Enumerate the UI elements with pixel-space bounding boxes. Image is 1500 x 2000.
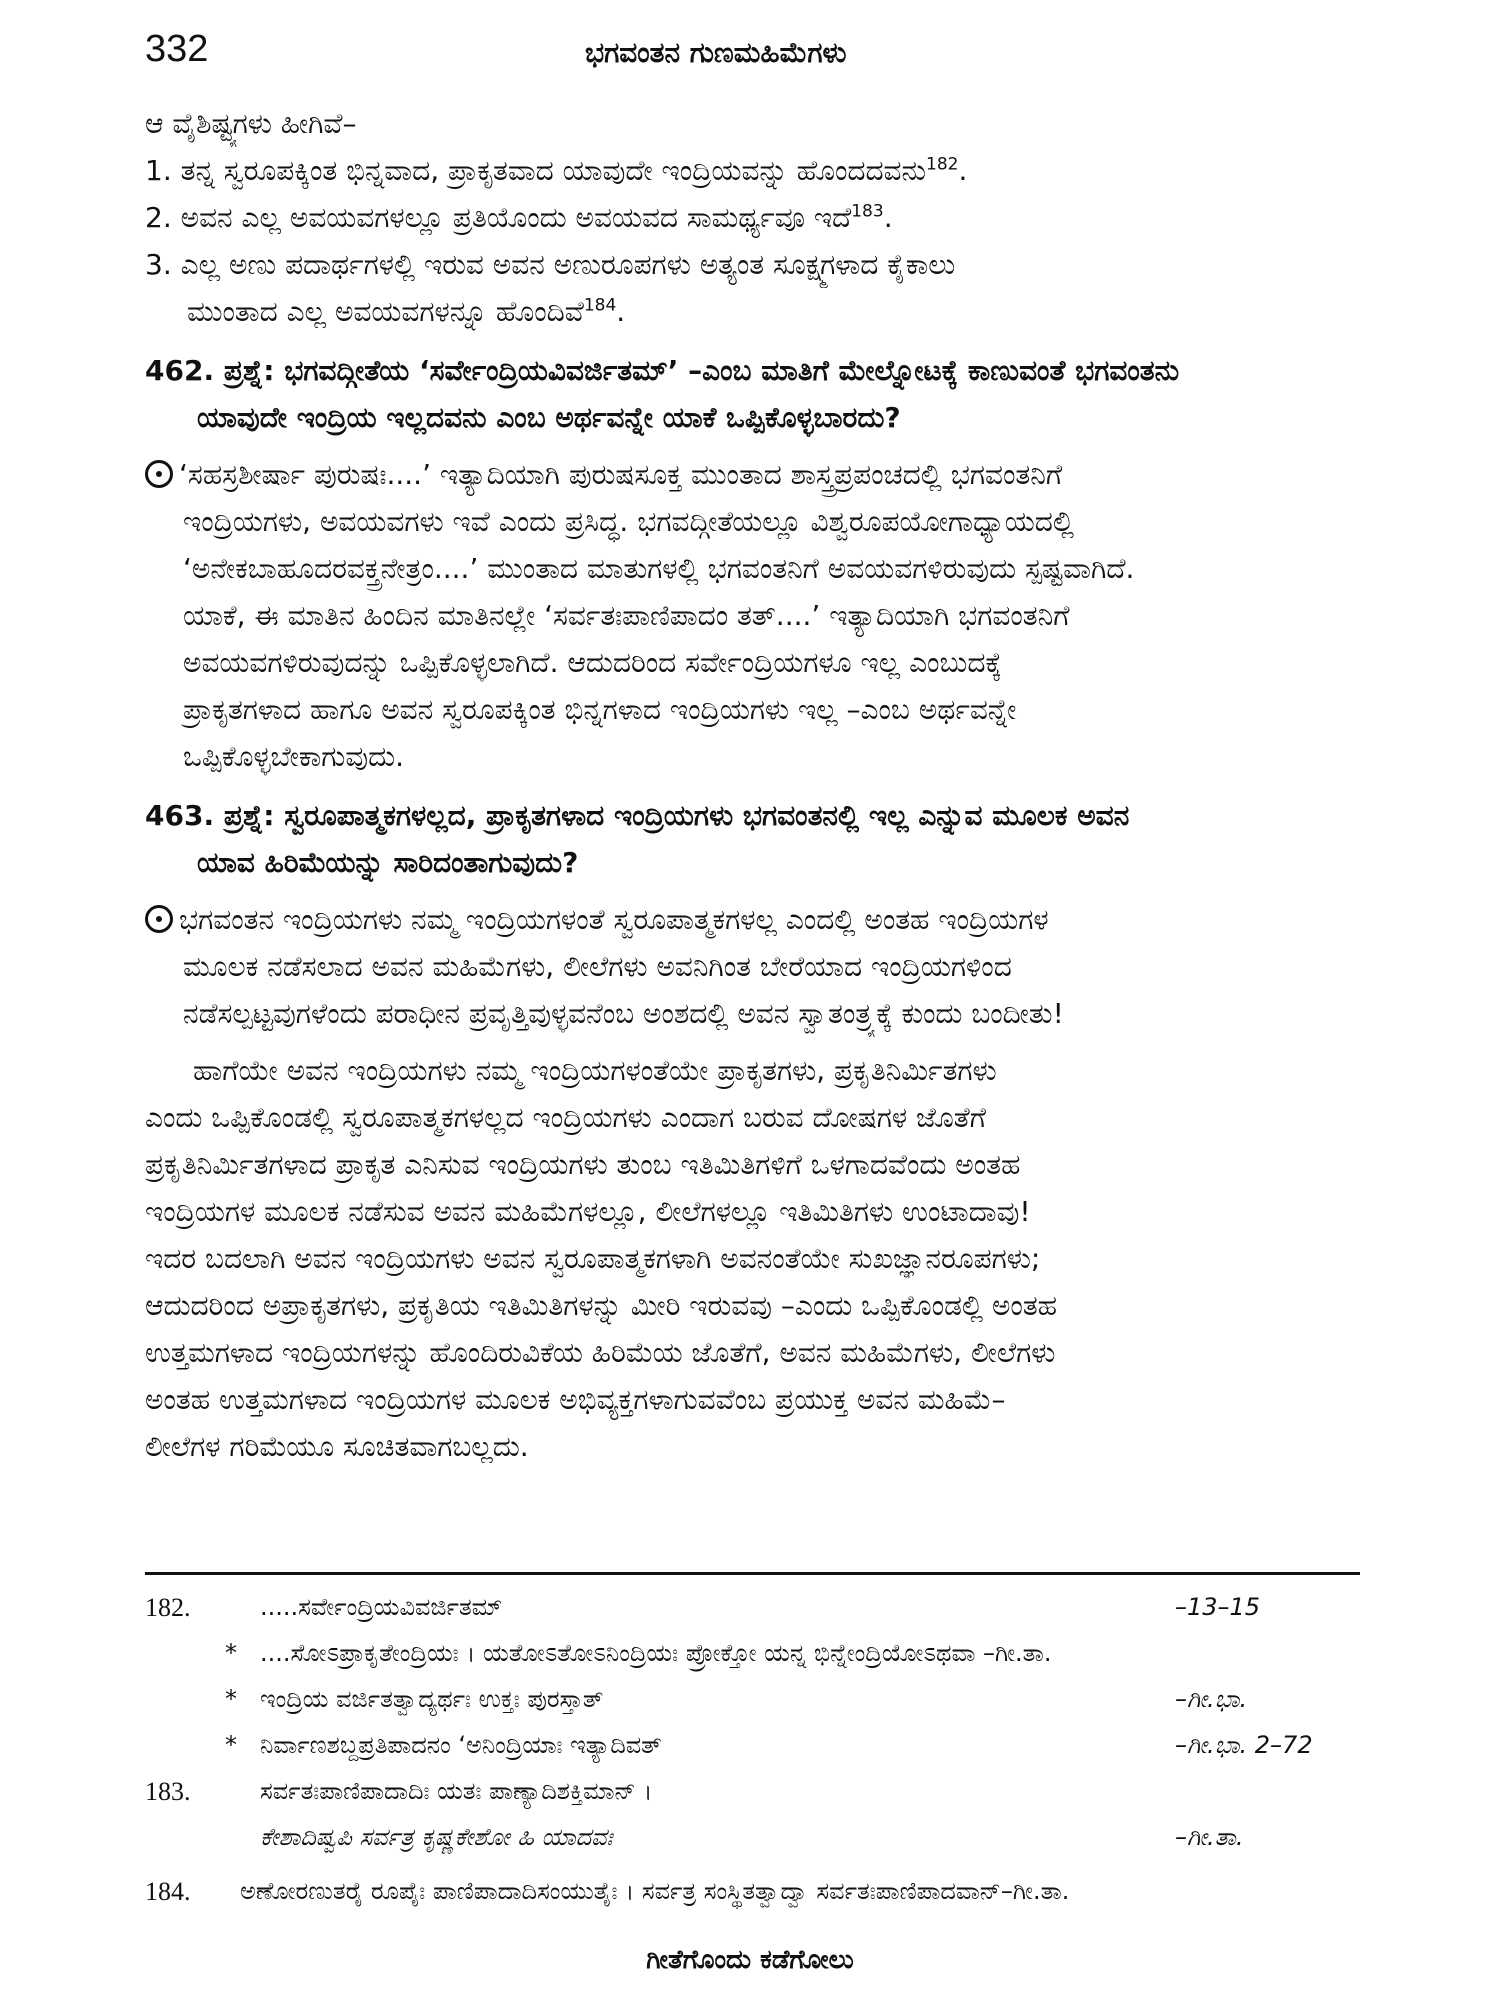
item-end: . bbox=[616, 295, 626, 328]
answer-bullet-icon bbox=[145, 460, 173, 488]
footnote-divider bbox=[145, 1572, 1360, 1575]
item-number: 3. bbox=[145, 248, 172, 281]
paragraph-line: ಎಂದು ಒಪ್ಪಿಕೊಂಡಲ್ಲಿ ಸ್ವರೂಪಾತ್ಮಕಗಳಲ್ಲದ ಇಂದ್ರಿಯಗಳು ಎಂದಾಗ ಬರುವ ದೋಷಗಳ ಜೊತೆಗೆ bbox=[145, 1101, 987, 1134]
answer-line: ಒಪ್ಪಿಕೊಳ್ಳಬೇಕಾಗುವುದು. bbox=[183, 740, 405, 773]
footnote-source: –13–15 bbox=[1175, 1593, 1261, 1621]
answer-line: ಪ್ರಾಕೃತಗಳಾದ ಹಾಗೂ ಅವನ ಸ್ವರೂಪಕ್ಕಿಂತ ಭಿನ್ನಗಳಾದ ಇಂದ್ರಿಯಗಳು ಇಲ್ಲ –ಎಂಬ ಅರ್ಥವನ್ನೇ bbox=[183, 693, 1017, 726]
page-number: 332 bbox=[145, 28, 209, 70]
answer-line: ಯಾಕೆ, ಈ ಮಾತಿನ ಹಿಂದಿನ ಮಾತಿನಲ್ಲೇ ‘ಸರ್ವತಃಪಾಣಿಪಾದಂ ತತ್....’ ಇತ್ಯಾದಿಯಾಗಿ ಭಗವಂತನಿಗೆ bbox=[183, 599, 1070, 632]
footnote-number: 184. bbox=[145, 1877, 191, 1906]
intro-line: ಆ ವೈಶಿಷ್ಟ್ಯಗಳು ಹೀಗಿವೆ– bbox=[145, 107, 357, 140]
list-item bbox=[145, 147, 1360, 194]
footnote-182 bbox=[145, 1585, 1360, 1631]
asterisk-icon: * bbox=[225, 1685, 237, 1713]
footnote-text: ಕೇಶಾದಿಷ್ವಪಿ ಸರ್ವತ್ರ ಕೃಷ್ಣಕೇಶೋ ಹಿ ಯಾದವಃ bbox=[260, 1823, 613, 1851]
question-text: ಸ್ವರೂಪಾತ್ಮಕಗಳಲ್ಲದ, ಪ್ರಾಕೃತಗಳಾದ ಇಂದ್ರಿಯಗಳು ಭಗವಂತನಲ್ಲಿ ಇಲ್ಲ ಎನ್ನುವ ಮೂಲಕ ಅವನ bbox=[284, 799, 1130, 832]
question-463-continuation: ಯಾವ ಹಿರಿಮೆಯನ್ನು ಸಾರಿದಂತಾಗುವುದು? bbox=[197, 846, 579, 879]
footnote-text: .....ಸರ್ವೇಂದ್ರಿಯವಿವರ್ಜಿತಮ್ bbox=[260, 1593, 503, 1621]
list-item-continuation bbox=[145, 288, 1360, 335]
footnote-text: ಅಣೋರಣುತರೈ ರೂಪೈಃ ಪಾಣಿಪಾದಾದಿಸಂಯುತೈಃ । ಸರ್ವತ್ರ ಸಂಸ್ಥಿತತ್ವಾದ್ವಾ ಸರ್ವತಃಪಾಣಿಪಾದವಾನ್–ಗೀ.ತಾ. bbox=[240, 1877, 1070, 1905]
footnote-text: ನಿರ್ವಾಣಶಬ್ದಪ್ರತಿಪಾದನಂ ‘ಅನಿಂದ್ರಿಯಾಃ ಇತ್ಯಾದಿವತ್ bbox=[260, 1731, 662, 1759]
paragraph-line: ಪ್ರಕೃತಿನಿರ್ಮಿತಗಳಾದ ಪ್ರಾಕೃತ ಎನಿಸುವ ಇಂದ್ರಿಯಗಳು ತುಂಬ ಇತಿಮಿತಿಗಳಿಗೆ ಒಳಗಾದವೆಂದು ಅಂತಹ bbox=[145, 1148, 1021, 1181]
answer-line: ‘ಅನೇಕಬಾಹೂದರವಕ್ತ್ರನೇತ್ರಂ....’ ಮುಂತಾದ ಮಾತುಗಳಲ್ಲಿ ಭಗವಂತನಿಗೆ ಅವಯವಗಳಿರುವುದು ಸ್ಪಷ್ಟವಾಗಿದೆ. bbox=[183, 552, 1135, 585]
footnote-sub bbox=[145, 1677, 1360, 1723]
footnote-text: ಇಂದ್ರಿಯ ವರ್ಜಿತತ್ವಾದ್ಯರ್ಥಃ ಉಕ್ತಃ ಪುರಸ್ತಾತ್ bbox=[260, 1685, 604, 1713]
footnote-source: –ಗೀ.ಭಾ. bbox=[1175, 1685, 1248, 1713]
question-462-continuation: ಯಾವುದೇ ಇಂದ್ರಿಯ ಇಲ್ಲದವನು ಎಂಬ ಅರ್ಥವನ್ನೇ ಯಾಕೆ ಒಪ್ಪಿಕೊಳ್ಳಬಾರದು? bbox=[197, 401, 901, 434]
list-item bbox=[145, 241, 1360, 288]
answer-line: ಭಗವಂತನ ಇಂದ್ರಿಯಗಳು ನಮ್ಮ ಇಂದ್ರಿಯಗಳಂತೆ ಸ್ವರೂಪಾತ್ಮಕಗಳಲ್ಲ ಎಂದಲ್ಲಿ ಅಂತಹ ಇಂದ್ರಿಯಗಳ bbox=[179, 903, 1049, 936]
item-number: 1. bbox=[145, 154, 172, 187]
answer-bullet-icon bbox=[145, 905, 173, 933]
footnote-184 bbox=[145, 1869, 1360, 1915]
footnote-183 bbox=[145, 1769, 1360, 1815]
answer-line: ‘ಸಹಸ್ರಶೀರ್ಷಾ ಪುರುಷಃ....’ ಇತ್ಯಾದಿಯಾಗಿ ಪುರುಷಸೂಕ್ತ ಮುಂತಾದ ಶಾಸ್ತ್ರಪ್ರಪಂಚದಲ್ಲಿ ಭಗವಂತನಿಗೆ bbox=[179, 458, 1063, 491]
answer-line: ಅವಯವಗಳಿರುವುದನ್ನು ಒಪ್ಪಿಕೊಳ್ಳಲಾಗಿದೆ. ಆದುದರಿಂದ ಸರ್ವೇಂದ್ರಿಯಗಳೂ ಇಲ್ಲ ಎಂಬುದಕ್ಕೆ bbox=[183, 646, 1002, 679]
item-end: . bbox=[958, 154, 968, 187]
footnote-text: ಸರ್ವತಃಪಾಣಿಪಾದಾದಿಃ ಯತಃ ಪಾಣ್ಯಾದಿಶಕ್ತಿಮಾನ್ । bbox=[260, 1777, 653, 1805]
asterisk-icon: * bbox=[225, 1731, 237, 1759]
footnote-ref: 182 bbox=[926, 154, 959, 175]
book-footer-title: ಗೀತೆಗೊಂದು ಕಡೆಗೋಲು bbox=[646, 1945, 854, 1975]
item-text: ಎಲ್ಲ ಅಣು ಪದಾರ್ಥಗಳಲ್ಲಿ ಇರುವ ಅವನ ಅಣುರೂಪಗಳು ಅತ್ಯಂತ ಸೂಕ್ಷ್ಮಗಳಾದ ಕೈಕಾಲು bbox=[180, 248, 956, 281]
answer-line: ಇಂದ್ರಿಯಗಳು, ಅವಯವಗಳು ಇವೆ ಎಂದು ಪ್ರಸಿದ್ಧ. ಭಗವದ್ಗೀತೆಯಲ್ಲೂ ವಿಶ್ವರೂಪಯೋಗಾಧ್ಯಾಯದಲ್ಲಿ bbox=[183, 505, 1075, 538]
asterisk-icon: * bbox=[225, 1639, 237, 1667]
paragraph-line: ಇಂದ್ರಿಯಗಳ ಮೂಲಕ ನಡೆಸುವ ಅವನ ಮಹಿಮೆಗಳಲ್ಲೂ, ಲೀಲೆಗಳಲ್ಲೂ ಇತಿಮಿತಿಗಳು ಉಂಟಾದಾವು! bbox=[145, 1195, 1031, 1228]
answer-line: ನಡೆಸಲ್ಪಟ್ಟವುಗಳೆಂದು ಪರಾಧೀನ ಪ್ರವೃತ್ತಿವುಳ್ಳವನೆಂಬ ಅಂಶದಲ್ಲಿ ಅವನ ಸ್ವಾತಂತ್ರ್ಯಕ್ಕೆ ಕುಂದು ಬಂದೀತು! bbox=[183, 997, 1064, 1030]
paragraph-line: ಲೀಲೆಗಳ ಗರಿಮೆಯೂ ಸೂಚಿತವಾಗಬಲ್ಲದು. bbox=[145, 1430, 529, 1463]
footnote-number: 183. bbox=[145, 1777, 191, 1806]
question-text: ಭಗವದ್ಗೀತೆಯ ‘ಸರ್ವೇಂದ್ರಿಯವಿವರ್ಜಿತಮ್’ –ಎಂಬ ಮಾತಿಗೆ ಮೇಲ್ನೋಟಕ್ಕೆ ಕಾಣುವಂತೆ ಭಗವಂತನು bbox=[284, 354, 1180, 387]
answer-463 bbox=[145, 896, 1360, 943]
item-text: ತನ್ನ ಸ್ವರೂಪಕ್ಕಿಂತ ಭಿನ್ನವಾದ, ಪ್ರಾಕೃತವಾದ ಯಾವುದೇ ಇಂದ್ರಿಯವನ್ನು ಹೊಂದದವನು bbox=[180, 154, 926, 187]
paragraph-line: ಉತ್ತಮಗಳಾದ ಇಂದ್ರಿಯಗಳನ್ನು ಹೊಂದಿರುವಿಕೆಯ ಹಿರಿಮೆಯ ಜೊತೆಗೆ, ಅವನ ಮಹಿಮೆಗಳು, ಲೀಲೆಗಳು bbox=[145, 1336, 1056, 1369]
paragraph-line: ಅಂತಹ ಉತ್ತಮಗಳಾದ ಇಂದ್ರಿಯಗಳ ಮೂಲಕ ಅಭಿವ್ಯಕ್ತಗಳಾಗುವವೆಂಬ ಪ್ರಯುಕ್ತ ಅವನ ಮಹಿಮೆ– bbox=[145, 1383, 1006, 1416]
item-text: ಅವನ ಎಲ್ಲ ಅವಯವಗಳಲ್ಲೂ ಪ್ರತಿಯೊಂದು ಅವಯವದ ಸಾಮರ್ಥ್ಯವೂ ಇದೆ bbox=[180, 201, 852, 234]
footnote-sub bbox=[145, 1723, 1360, 1769]
footnote-text: ....ಸೋಽಪ್ರಾಕೃತೇಂದ್ರಿಯಃ । ಯತೋಽತೋಽನಿಂದ್ರಿಯಃ ಪ್ರೋಕ್ತೋ ಯನ್ನ ಭಿನ್ನೇಂದ್ರಿಯೋಽಥವಾ –ಗೀ.ತಾ. bbox=[260, 1639, 1052, 1667]
question-462 bbox=[145, 347, 1360, 394]
answer-462 bbox=[145, 451, 1360, 498]
body-text bbox=[145, 100, 1360, 1470]
answer-line: ಮೂಲಕ ನಡೆಸಲಾದ ಅವನ ಮಹಿಮೆಗಳು, ಲೀಲೆಗಳು ಅವನಿಗಿಂತ ಬೇರೆಯಾದ ಇಂದ್ರಿಯಗಳಿಂದ bbox=[183, 950, 1012, 983]
paragraph-line: ಇದರ ಬದಲಾಗಿ ಅವನ ಇಂದ್ರಿಯಗಳು ಅವನ ಸ್ವರೂಪಾತ್ಮಕಗಳಾಗಿ ಅವನಂತೆಯೇ ಸುಖಜ್ಞಾನರೂಪಗಳು; bbox=[145, 1242, 1041, 1275]
footnote-ref: 184 bbox=[583, 295, 617, 316]
footnote-ref: 183 bbox=[851, 201, 884, 222]
question-label: 462. ಪ್ರಶ್ನೆ: bbox=[145, 354, 275, 387]
list-item bbox=[145, 194, 1360, 241]
item-end: . bbox=[883, 201, 893, 234]
page-header bbox=[145, 28, 1365, 78]
paragraph-line: ಹಾಗೆಯೇ ಅವನ ಇಂದ್ರಿಯಗಳು ನಮ್ಮ ಇಂದ್ರಿಯಗಳಂತೆಯೇ ಪ್ರಾಕೃತಗಳು, ಪ್ರಕೃತಿನಿರ್ಮಿತಗಳು bbox=[193, 1054, 997, 1087]
paragraph-line: ಆದುದರಿಂದ ಅಪ್ರಾಕೃತಗಳು, ಪ್ರಕೃತಿಯ ಇತಿಮಿತಿಗಳನ್ನು ಮೀರಿ ಇರುವವು –ಎಂದು ಒಪ್ಪಿಕೊಂಡಲ್ಲಿ ಅಂತಹ bbox=[145, 1289, 1058, 1322]
footnote-source: –ಗೀ.ತಾ. bbox=[1175, 1823, 1244, 1851]
item-number: 2. bbox=[145, 201, 172, 234]
question-463 bbox=[145, 792, 1360, 839]
footnote-183-continuation bbox=[145, 1815, 1360, 1861]
item-text: ಮುಂತಾದ ಎಲ್ಲ ಅವಯವಗಳನ್ನೂ ಹೊಂದಿವೆ bbox=[187, 295, 584, 328]
question-label: 463. ಪ್ರಶ್ನೆ: bbox=[145, 799, 275, 832]
running-title: ಭಗವಂತನ ಗುಣಮಹಿಮೆಗಳು bbox=[585, 36, 847, 69]
footnote-number: 182. bbox=[145, 1593, 191, 1622]
footnote-sub bbox=[145, 1631, 1360, 1677]
footnotes bbox=[145, 1585, 1360, 1915]
footnote-source: –ಗೀ.ಭಾ. 2–72 bbox=[1175, 1731, 1313, 1759]
